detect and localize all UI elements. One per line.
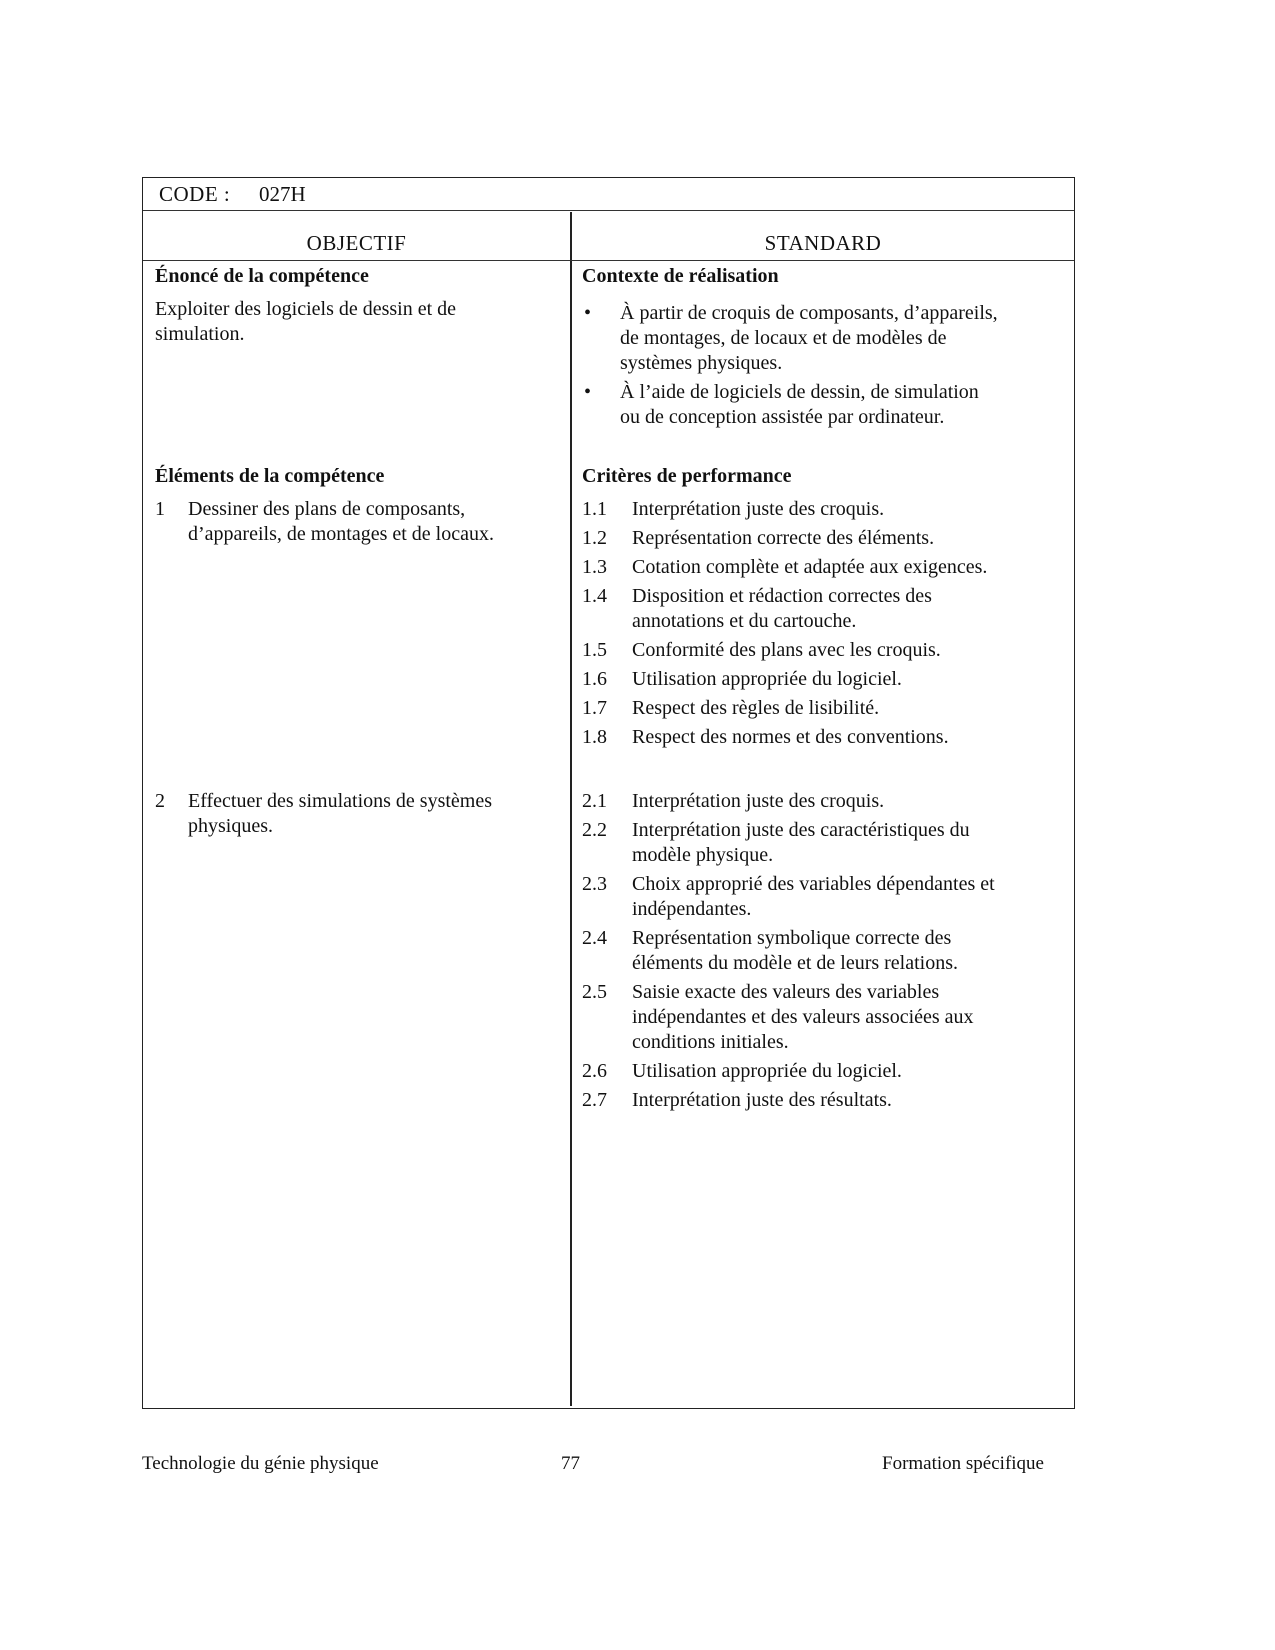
critere-item (582, 818, 1062, 868)
code-value: 027H (259, 182, 306, 206)
code-row (143, 178, 1074, 211)
contexte-list (582, 301, 1062, 430)
header-objectif: OBJECTIF (306, 231, 407, 255)
critere-text: Respect des normes et des conventions. (632, 726, 949, 748)
criteres-title: Critères de performance (582, 465, 792, 487)
critere-text: Cotation complète et adaptée aux exigences. (632, 556, 988, 578)
criteres-group-2 (582, 789, 1062, 1113)
elements-title: Éléments de la compétence (155, 465, 385, 487)
critere-number: 1.4 (582, 585, 607, 607)
bullet-icon: • (584, 302, 592, 324)
critere-text: Respect des règles de lisibilité. (632, 697, 880, 719)
objectif-column (155, 264, 560, 843)
critere-text: Représentation symbolique correcte des éléments du modèle et de leurs relations. (632, 927, 959, 974)
critere-text: Interprétation juste des résultats. (632, 1089, 892, 1111)
bullet-icon: • (584, 381, 592, 403)
critere-item (582, 789, 1062, 814)
criteres-group-1 (582, 497, 1062, 750)
element-item (155, 789, 560, 839)
critere-number: 2.4 (582, 927, 607, 949)
critere-item (582, 1088, 1062, 1113)
critere-number: 1.2 (582, 527, 607, 549)
critere-item (582, 555, 1062, 580)
critere-item (582, 725, 1062, 750)
critere-number: 1.1 (582, 498, 607, 520)
enonce-text: Exploiter des logiciels de dessin et de simulation. (155, 298, 457, 345)
critere-text: Représentation correcte des éléments. (632, 527, 935, 549)
critere-item (582, 926, 1062, 976)
element-number: 1 (155, 498, 165, 520)
elements-section (155, 464, 560, 789)
critere-item (582, 526, 1062, 551)
critere-item (582, 872, 1062, 922)
critere-text: Saisie exacte des valeurs des variables indépendantes et des valeurs associées aux conditions initiales. (632, 981, 974, 1053)
enonce-title: Énoncé de la compétence (155, 265, 369, 287)
critere-item (582, 1059, 1062, 1084)
critere-text: Utilisation appropriée du logiciel. (632, 668, 902, 690)
critere-number: 2.6 (582, 1060, 607, 1082)
contexte-section (582, 264, 1062, 464)
enonce-section (155, 264, 560, 464)
standard-column (582, 264, 1062, 1117)
critere-item (582, 497, 1062, 522)
critere-item (582, 696, 1062, 721)
critere-item (582, 980, 1062, 1055)
critere-item (582, 638, 1062, 663)
footer-program: Technologie du génie physique (142, 1453, 379, 1474)
header-standard: STANDARD (764, 231, 882, 255)
code-label: CODE : (159, 182, 231, 206)
contexte-item: À partir de croquis de composants, d’appareils, de montages, de locaux et de modèles de systèmes physiques. (620, 302, 998, 374)
element-number: 2 (155, 790, 165, 812)
critere-item (582, 584, 1062, 634)
footer-section: Formation spécifique (882, 1453, 1044, 1474)
critere-text: Interprétation juste des croquis. (632, 790, 885, 812)
critere-number: 1.7 (582, 697, 607, 719)
critere-number: 2.3 (582, 873, 607, 895)
critere-text: Conformité des plans avec les croquis. (632, 639, 941, 661)
critere-text: Disposition et rédaction correctes des annotations et du cartouche. (632, 585, 932, 632)
footer-page-number: 77 (561, 1453, 580, 1474)
critere-number: 2.5 (582, 981, 607, 1003)
critere-number: 2.1 (582, 790, 607, 812)
element-item (155, 497, 560, 547)
critere-text: Interprétation juste des croquis. (632, 498, 885, 520)
critere-number: 1.5 (582, 639, 607, 661)
critere-number: 2.7 (582, 1089, 607, 1111)
criteres-section (582, 464, 1062, 789)
critere-item (582, 667, 1062, 692)
critere-number: 2.2 (582, 819, 607, 841)
column-divider (570, 212, 572, 1406)
critere-number: 1.8 (582, 726, 607, 748)
header-divider (143, 260, 1074, 261)
critere-text: Utilisation appropriée du logiciel. (632, 1060, 902, 1082)
critere-text: Choix approprié des variables dépendantes et indépendantes. (632, 873, 995, 920)
critere-number: 1.3 (582, 556, 607, 578)
critere-text: Interprétation juste des caractéristiques du modèle physique. (632, 819, 970, 866)
critere-number: 1.6 (582, 668, 607, 690)
contexte-item: À l’aide de logiciels de dessin, de simulation ou de conception assistée par ordinateur. (620, 381, 979, 428)
element-text: Dessiner des plans de composants, d’appareils, de montages et de locaux. (188, 498, 494, 545)
element-section-2 (155, 789, 560, 839)
contexte-title: Contexte de réalisation (582, 265, 779, 287)
element-text: Effectuer des simulations de systèmes physiques. (188, 790, 493, 837)
